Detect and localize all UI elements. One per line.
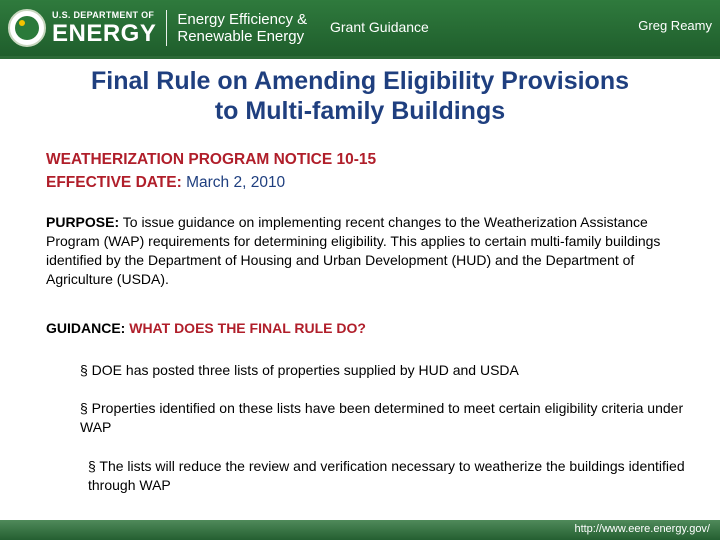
slide-title-line2: to Multi-family Buildings [214, 97, 506, 125]
guidance-question: WHAT DOES THE FINAL RULE DO? [129, 320, 366, 336]
logo-divider [166, 10, 167, 46]
office-line2: Renewable Energy [177, 28, 305, 45]
slide-title [0, 66, 720, 126]
effective-date-value: March 2, 2010 [186, 174, 286, 191]
doe-seal-icon [8, 9, 46, 47]
slide-title-line1: Final Rule on Amending Eligibility Provisions [90, 67, 629, 95]
header-bar [0, 0, 720, 59]
agency-name [52, 11, 156, 46]
guidance-heading [46, 319, 366, 338]
bullet-item: § Properties identified on these lists have been determined to meet certain eligibility criteria under WAP [80, 400, 684, 435]
office-name [177, 11, 307, 46]
agency-line1: U.S. DEPARTMENT OF [52, 9, 155, 20]
bullet-item: § The lists will reduce the review and verification necessary to weatherize the buildings identified through WAP [88, 458, 685, 493]
effective-date-label: EFFECTIVE DATE: [46, 174, 182, 191]
office-line1: Energy Efficiency & [177, 10, 308, 28]
author-name: Greg Reamy [638, 18, 712, 33]
agency-line2: ENERGY [52, 19, 157, 47]
notice-number: WEATHERIZATION PROGRAM NOTICE 10-15 [46, 151, 377, 168]
footer-url-link[interactable]: http://www.eere.energy.gov/ [574, 523, 710, 535]
footer-bar [0, 520, 720, 540]
notice-block [46, 148, 376, 194]
purpose-label: PURPOSE: [46, 214, 120, 230]
purpose-text: To issue guidance on implementing recent changes to the Weatherization Assistance Program (WAP) requirements for determining eligibility. This applies to certain multi-family buildings identified by the Department of Housing and Urban Development (HUD) and the Department of Agriculture (USDA). [46, 214, 661, 287]
effective-date [46, 171, 376, 194]
purpose-paragraph [46, 213, 696, 289]
bullet-item: § DOE has posted three lists of properties supplied by HUD and USDA [80, 362, 519, 378]
guidance-label: GUIDANCE: [46, 320, 126, 336]
doe-logo[interactable] [8, 6, 307, 50]
section-title: Grant Guidance [330, 19, 429, 35]
